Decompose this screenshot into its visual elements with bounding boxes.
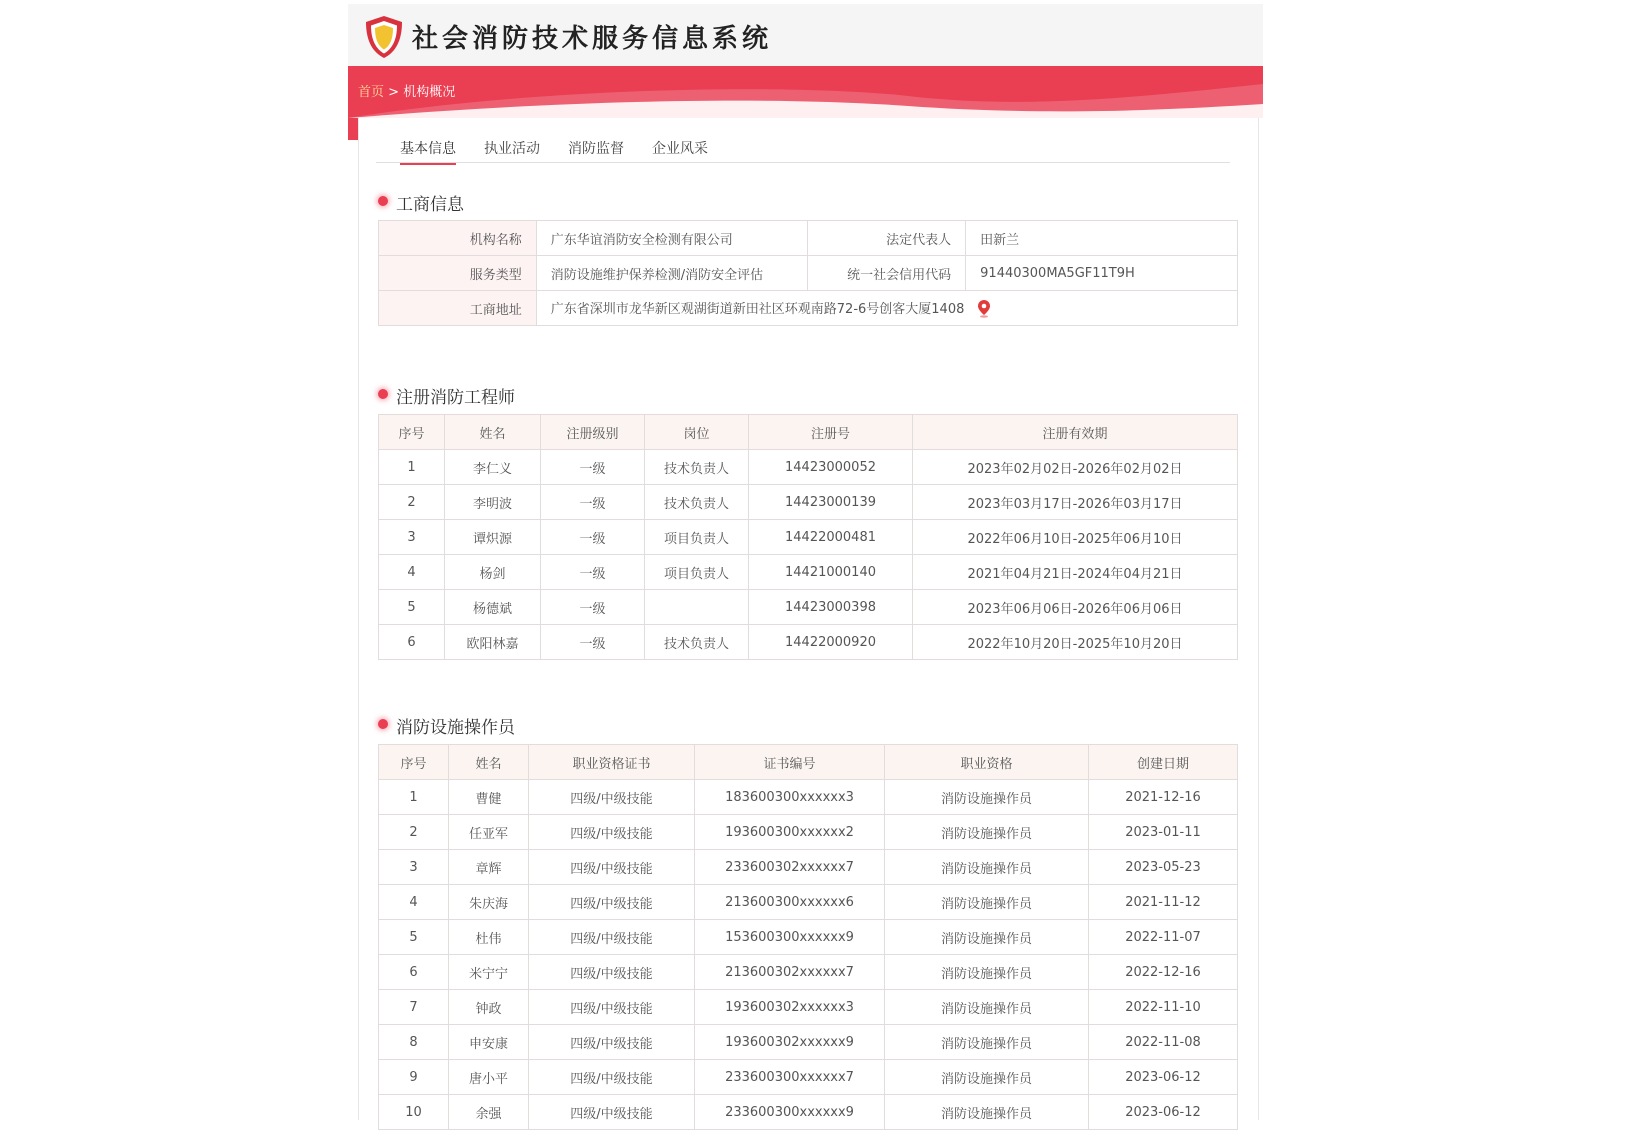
table-cell: 2022-11-08 <box>1089 1025 1238 1060</box>
tab-company-profile[interactable]: 企业风采 <box>652 141 708 157</box>
column-header: 职业资格 <box>885 745 1089 780</box>
table-cell: 2021年04月21日-2024年04月21日 <box>913 555 1238 590</box>
table-row <box>379 590 1238 625</box>
table-cell: 消防设施操作员 <box>885 920 1089 955</box>
business-info-table <box>378 220 1238 326</box>
tab-fire-supervision[interactable]: 消防监督 <box>568 141 624 157</box>
column-header: 创建日期 <box>1089 745 1238 780</box>
right-border <box>1258 118 1259 1120</box>
service-type-label: 服务类型 <box>379 256 537 291</box>
table-cell: 项目负责人 <box>645 520 749 555</box>
table-cell: 技术负责人 <box>645 625 749 660</box>
banner-wave-decoration <box>348 66 1263 118</box>
table-row <box>379 256 1238 291</box>
table-cell: 5 <box>379 920 449 955</box>
table-cell: 1 <box>379 780 449 815</box>
table-cell: 213600300xxxxxx6 <box>695 885 885 920</box>
column-header: 姓名 <box>449 745 529 780</box>
table-cell: 消防设施操作员 <box>885 1025 1089 1060</box>
table-cell: 14422000481 <box>749 520 913 555</box>
table-cell: 消防设施操作员 <box>885 1060 1089 1095</box>
table-cell: 10 <box>379 1095 449 1130</box>
table-cell: 消防设施操作员 <box>885 780 1089 815</box>
table-row <box>379 885 1238 920</box>
table-cell: 杨剑 <box>445 555 541 590</box>
service-type-value: 消防设施维护保养检测/消防安全评估 <box>536 256 808 291</box>
table-cell: 2023年02月02日-2026年02月02日 <box>913 450 1238 485</box>
table-cell: 213600302xxxxxx7 <box>695 955 885 990</box>
table-row <box>379 555 1238 590</box>
breadcrumb-banner <box>348 66 1263 118</box>
system-title: 社会消防技术服务信息系统 <box>412 24 773 54</box>
table-cell: 7 <box>379 990 449 1025</box>
table-row <box>379 850 1238 885</box>
org-name-value: 广东华谊消防安全检测有限公司 <box>536 221 808 256</box>
table-cell: 2023-06-12 <box>1089 1095 1238 1130</box>
section-bullet-icon <box>378 719 388 729</box>
table-row <box>379 815 1238 850</box>
site-header <box>348 4 1263 66</box>
address-label: 工商地址 <box>379 291 537 326</box>
column-header: 职业资格证书 <box>529 745 695 780</box>
table-cell: 消防设施操作员 <box>885 815 1089 850</box>
table-cell: 四级/中级技能 <box>529 920 695 955</box>
table-cell: 消防设施操作员 <box>885 955 1089 990</box>
breadcrumb-separator: > <box>388 85 400 100</box>
section-title-engineers: 注册消防工程师 <box>396 388 515 408</box>
table-row <box>379 291 1238 326</box>
table-cell: 四级/中级技能 <box>529 1095 695 1130</box>
table-cell: 2023年03月17日-2026年03月17日 <box>913 485 1238 520</box>
table-cell: 一级 <box>541 485 645 520</box>
table-row <box>379 1025 1238 1060</box>
breadcrumb-home-link[interactable]: 首页 <box>358 85 385 100</box>
table-cell <box>645 590 749 625</box>
table-cell: 消防设施操作员 <box>885 885 1089 920</box>
credit-code-value: 91440300MA5GF11T9H <box>966 256 1238 291</box>
table-cell: 谭炽源 <box>445 520 541 555</box>
address-value: 广东省深圳市龙华新区观湖街道新田社区环观南路72-6号创客大厦1408 <box>550 301 965 317</box>
column-header: 序号 <box>379 415 445 450</box>
legal-rep-value: 田新兰 <box>966 221 1238 256</box>
table-row <box>379 990 1238 1025</box>
table-cell: 消防设施操作员 <box>885 1095 1089 1130</box>
table-cell: 项目负责人 <box>645 555 749 590</box>
section-bullet-icon <box>378 196 388 206</box>
section-title-operators: 消防设施操作员 <box>396 718 515 738</box>
column-header: 注册级别 <box>541 415 645 450</box>
table-row <box>379 221 1238 256</box>
table-cell: 2021-12-16 <box>1089 780 1238 815</box>
table-cell: 四级/中级技能 <box>529 815 695 850</box>
table-cell: 4 <box>379 555 445 590</box>
table-cell: 14423000139 <box>749 485 913 520</box>
table-cell: 四级/中级技能 <box>529 1025 695 1060</box>
address-cell <box>536 291 1237 326</box>
table-cell: 2021-11-12 <box>1089 885 1238 920</box>
table-cell: 1 <box>379 450 445 485</box>
table-cell: 153600300xxxxxx9 <box>695 920 885 955</box>
table-cell: 消防设施操作员 <box>885 990 1089 1025</box>
page-container <box>348 4 1263 1120</box>
breadcrumb <box>358 81 455 100</box>
table-cell: 2022年10月20日-2025年10月20日 <box>913 625 1238 660</box>
column-header: 序号 <box>379 745 449 780</box>
legal-rep-label: 法定代表人 <box>808 221 966 256</box>
accent-bar <box>348 118 358 140</box>
table-cell: 233600300xxxxxx7 <box>695 1060 885 1095</box>
table-cell: 2022-11-07 <box>1089 920 1238 955</box>
table-cell: 193600300xxxxxx2 <box>695 815 885 850</box>
breadcrumb-current: 机构概况 <box>403 85 456 100</box>
map-pin-icon[interactable] <box>978 300 990 318</box>
table-cell: 2022-11-10 <box>1089 990 1238 1025</box>
table-cell: 一级 <box>541 450 645 485</box>
table-cell: 193600302xxxxxx9 <box>695 1025 885 1060</box>
table-row <box>379 485 1238 520</box>
table-cell: 2023-06-12 <box>1089 1060 1238 1095</box>
table-cell: 唐小平 <box>449 1060 529 1095</box>
table-row <box>379 1095 1238 1130</box>
table-cell: 9 <box>379 1060 449 1095</box>
table-cell: 233600302xxxxxx7 <box>695 850 885 885</box>
column-header: 注册号 <box>749 415 913 450</box>
table-cell: 14423000398 <box>749 590 913 625</box>
credit-code-label: 统一社会信用代码 <box>808 256 966 291</box>
tab-bar <box>376 130 1230 163</box>
table-row <box>379 1060 1238 1095</box>
table-cell: 曹健 <box>449 780 529 815</box>
table-cell: 米宁宁 <box>449 955 529 990</box>
tab-practice-activity[interactable]: 执业活动 <box>484 141 540 157</box>
table-cell: 章辉 <box>449 850 529 885</box>
table-cell: 2 <box>379 815 449 850</box>
table-cell: 钟政 <box>449 990 529 1025</box>
table-row <box>379 780 1238 815</box>
table-row <box>379 955 1238 990</box>
table-cell: 2023-01-11 <box>1089 815 1238 850</box>
table-cell: 193600302xxxxxx3 <box>695 990 885 1025</box>
table-cell: 一级 <box>541 625 645 660</box>
table-cell: 四级/中级技能 <box>529 955 695 990</box>
table-cell: 一级 <box>541 590 645 625</box>
table-cell: 申安康 <box>449 1025 529 1060</box>
table-cell: 2023年06月06日-2026年06月06日 <box>913 590 1238 625</box>
table-cell: 2 <box>379 485 445 520</box>
table-cell: 欧阳林嘉 <box>445 625 541 660</box>
table-cell: 2022年06月10日-2025年06月10日 <box>913 520 1238 555</box>
table-cell: 2022-12-16 <box>1089 955 1238 990</box>
operators-table-body <box>379 780 1238 1130</box>
tab-basic-info[interactable]: 基本信息 <box>400 138 456 165</box>
table-row <box>379 625 1238 660</box>
table-cell: 余强 <box>449 1095 529 1130</box>
table-cell: 2023-05-23 <box>1089 850 1238 885</box>
column-header: 注册有效期 <box>913 415 1238 450</box>
table-cell: 14421000140 <box>749 555 913 590</box>
table-cell: 四级/中级技能 <box>529 850 695 885</box>
engineers-table-body <box>379 450 1238 660</box>
table-cell: 3 <box>379 850 449 885</box>
column-header: 姓名 <box>445 415 541 450</box>
table-cell: 四级/中级技能 <box>529 990 695 1025</box>
section-bullet-icon <box>378 389 388 399</box>
table-cell: 李明波 <box>445 485 541 520</box>
table-cell: 14422000920 <box>749 625 913 660</box>
table-cell: 3 <box>379 520 445 555</box>
table-cell: 四级/中级技能 <box>529 780 695 815</box>
table-cell: 一级 <box>541 520 645 555</box>
operators-table <box>378 744 1238 1130</box>
table-cell: 技术负责人 <box>645 450 749 485</box>
table-cell: 四级/中级技能 <box>529 1060 695 1095</box>
table-header-row <box>379 415 1238 450</box>
table-cell: 李仁义 <box>445 450 541 485</box>
table-cell: 14423000052 <box>749 450 913 485</box>
table-cell: 4 <box>379 885 449 920</box>
table-cell: 技术负责人 <box>645 485 749 520</box>
table-cell: 四级/中级技能 <box>529 885 695 920</box>
table-cell: 6 <box>379 625 445 660</box>
table-row <box>379 450 1238 485</box>
table-cell: 5 <box>379 590 445 625</box>
table-cell: 杨德斌 <box>445 590 541 625</box>
table-cell: 任亚军 <box>449 815 529 850</box>
table-cell: 朱庆海 <box>449 885 529 920</box>
engineers-table <box>378 414 1238 660</box>
table-row <box>379 520 1238 555</box>
table-cell: 233600300xxxxxx9 <box>695 1095 885 1130</box>
table-cell: 杜伟 <box>449 920 529 955</box>
shield-logo-icon <box>362 14 406 60</box>
table-cell: 一级 <box>541 555 645 590</box>
section-title-business: 工商信息 <box>396 195 464 215</box>
table-cell: 消防设施操作员 <box>885 850 1089 885</box>
column-header: 证书编号 <box>695 745 885 780</box>
table-row <box>379 920 1238 955</box>
table-cell: 8 <box>379 1025 449 1060</box>
org-name-label: 机构名称 <box>379 221 537 256</box>
left-border <box>358 118 359 1120</box>
table-cell: 183600300xxxxxx3 <box>695 780 885 815</box>
column-header: 岗位 <box>645 415 749 450</box>
table-cell: 6 <box>379 955 449 990</box>
table-header-row <box>379 745 1238 780</box>
